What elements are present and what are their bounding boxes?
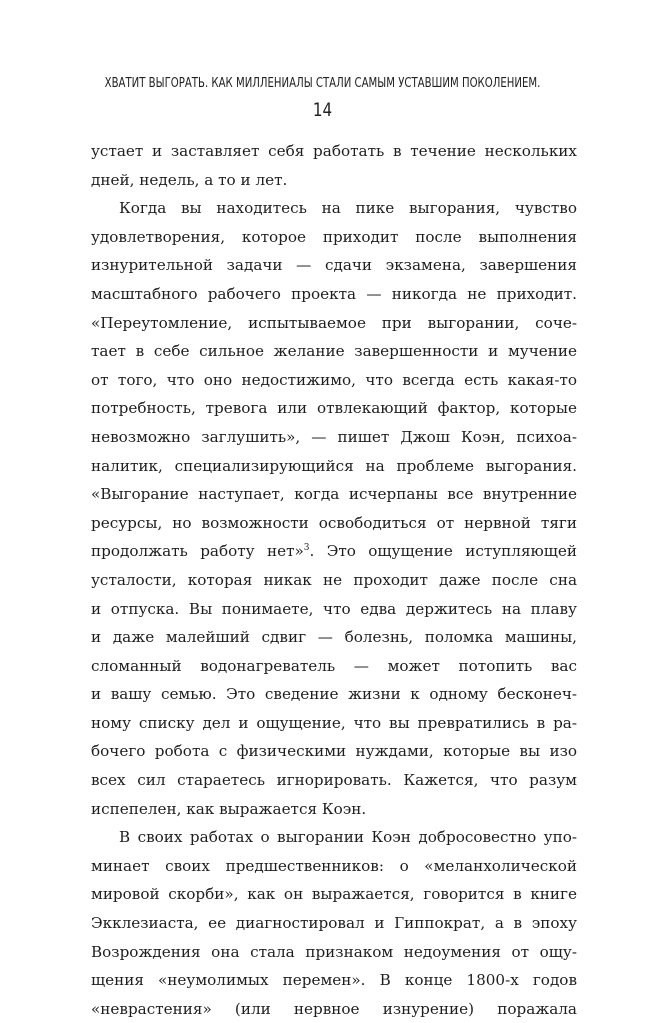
text-line: ресурсы, но возможности освободиться от нервной тяги	[91, 513, 577, 532]
text-line: мировой скорби», как он выражается, говорится в книге	[91, 885, 577, 904]
text-line: «Переутомление, испытываемое при выгорании, соче-	[91, 313, 577, 332]
text-line: Возрождения она стала признаком недоумения от ощу-	[91, 942, 577, 961]
page-number: 14	[312, 99, 333, 121]
text-line: удовлетворения, которое приходит после выполнения	[91, 227, 577, 246]
text-line: испепелен, как выражается Коэн.	[91, 799, 367, 818]
running-title: ХВАТИТ ВЫГОРАТЬ. КАК МИЛЛЕНИАЛЫ СТАЛИ САМЫМ УСТАВШИМ ПОКОЛЕНИЕМ.	[104, 76, 541, 91]
text-line: устает и заставляет себя работать в течение нескольких	[91, 142, 577, 160]
text-line: потребность, тревога или отвлекающий фактор, которые	[91, 399, 577, 418]
body-text	[91, 137, 577, 1023]
text-line: всех сил стараетесь игнорировать. Кажется, что разум	[91, 771, 577, 790]
text-line: изнурительной задачи — сдачи экзамена, завершения	[91, 256, 577, 275]
text-line: щения «неумолимых перемен». В конце 1800-х годов	[91, 971, 577, 990]
text-line: минает своих предшественников: о «меланхолической	[91, 856, 577, 875]
text-line: от того, что оно недостижимо, что всегда есть какая-то	[91, 370, 577, 389]
text-line: налитик, специализирующийся на проблеме выгорания.	[91, 456, 577, 475]
text-line: тает в себе сильное желание завершенности и мучение	[91, 342, 577, 361]
text-line: «неврастения» (или нервное изнурение) поражала	[91, 999, 577, 1018]
text-line: Когда вы находитесь на пике выгорания, чувство	[119, 199, 577, 218]
text-line: сломанный водонагреватель — может потопить вас	[91, 656, 577, 675]
text-line: ному списку дел и ощущение, что вы превратились в ра-	[91, 713, 577, 732]
text-line: В своих работах о выгорании Коэн добросовестно упо-	[119, 828, 577, 847]
text-line: усталости, которая никак не проходит даже после сна	[91, 570, 577, 589]
text-line: Экклезиаста, ее диагностировал и Гиппократ, а в эпоху	[91, 914, 577, 933]
text-line: и отпуска. Вы понимаете, что едва держитесь на плаву	[91, 599, 577, 618]
text-line: масштабного рабочего проекта — никогда не приходит.	[91, 284, 577, 303]
line-head: продолжать работу нет»	[91, 542, 304, 561]
text-line: бочего робота с физическими нуждами, которые вы изо	[91, 742, 577, 761]
text-line: невозможно заглушить», — пишет Джош Коэн, психоа-	[91, 427, 577, 446]
text-line: и вашу семью. Это сведение жизни к одному бесконеч-	[91, 685, 577, 704]
text-line-with-footnote	[91, 537, 577, 566]
text-line: «Выгорание наступает, когда исчерпаны все внутренние	[91, 485, 577, 504]
text-line: и даже малейший сдвиг — болезнь, поломка машины,	[91, 628, 577, 647]
text-line: дней, недель, а то и лет.	[91, 170, 288, 189]
line-tail: . Это ощущение иступляющей	[309, 542, 577, 561]
footnote-mark: 3	[303, 543, 310, 554]
